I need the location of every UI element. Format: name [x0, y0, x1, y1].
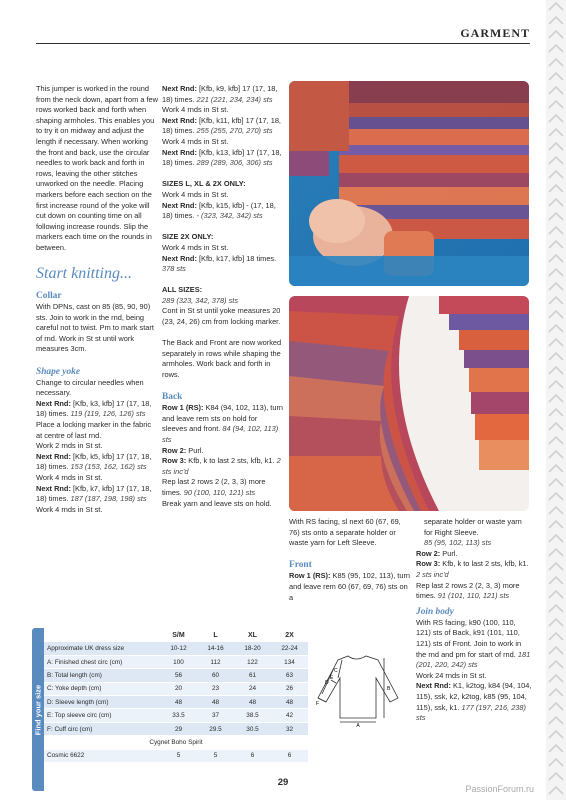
instruction: Work 2 rnds in St st. — [36, 441, 103, 451]
sweater-diagram — [316, 648, 408, 728]
instruction: Next Rnd: [Kfb, k9, kfb] 17 (17, 18, 18) times. 221 (221, 234, 234) sts — [162, 84, 278, 104]
stitch-count: 289 (323, 342, 378) sts — [162, 295, 239, 305]
watermark: PassionForum.ru — [465, 784, 534, 794]
instruction: Next Rnd: [Kfb, k3, kfb] 17 (17, 18, 18) times. 119 (119, 126, 126) sts — [36, 398, 152, 419]
column-3 — [289, 517, 411, 603]
stitch-count: 85 (95, 102, 113) sts — [424, 538, 492, 548]
diagram-label-d: D — [325, 680, 329, 686]
find-your-size-tab: Find your size — [32, 628, 44, 791]
intro-text: This jumper is worked in the round from the neck down, apart from a few rows worked back and forth when shaping armholes. This enables you to try it on midway and adjust the length if necessary. When working the front and back, use the circular needles to work back and forth in rows, leaving the other stitches unworked on the needle. Placing markers before each section on the first increase round of the yoke will cut down on counting time on all following increase rounds. Slip the markers each time on the rounds in between. — [36, 84, 158, 252]
instruction: Next Rnd: [Kfb, k17, kfb] 18 times. 378 sts — [162, 253, 277, 274]
instruction: Row 2: Purl. — [416, 548, 458, 558]
instruction: Row 1 (RS): K85 (95, 102, 113), turn and leave rem 60 (67, 69, 76) sts on a — [289, 571, 411, 602]
size-table — [44, 628, 308, 763]
header-cell: XL — [234, 628, 271, 642]
photo-yoke — [289, 296, 529, 511]
instruction: Rep last 2 rows 2 (2, 3, 3) more times. 90 (100, 110, 121) sts — [162, 477, 266, 497]
photo-sleeve-cuff — [289, 81, 529, 286]
instruction: Work 4 rnds in St st. — [162, 189, 229, 199]
diagram-label-f: F — [316, 701, 320, 707]
instruction: Rep last 2 rows 2 (2, 3, 3) more times. 91 (101, 110, 121) sts — [416, 580, 520, 601]
instruction: Work 4 rnds in St st. — [36, 504, 103, 514]
table-row: Approximate UK dress size 10-12 14-16 18-20 22-24 — [44, 642, 308, 655]
start-knitting-heading: Start knitting... — [36, 265, 132, 283]
instruction: With RS facing, k90 (100, 110, 121) sts of Back, k91 (101, 110, 121) sts of Front. Join to work in the rnd and pm for start of rnd. 181 (201, 220, 242) sts — [416, 617, 531, 670]
sizes-heading: ALL SIZES: — [162, 285, 203, 295]
instruction: Row 2: Purl. — [162, 445, 204, 455]
table-row: E: Top sleeve circ (cm) 33.5 37 38.5 42 — [44, 709, 308, 722]
diagram-label-a: A — [356, 723, 360, 728]
instruction: Work 4 rnds in St st. — [162, 242, 229, 252]
join-body-heading: Join body — [416, 606, 454, 617]
column-2 — [162, 84, 284, 509]
front-heading: Front — [289, 560, 312, 571]
cable-border-decoration — [546, 0, 566, 800]
header-cell: L — [197, 628, 234, 642]
shape-yoke-heading: Shape yoke — [36, 366, 81, 377]
column-1 — [36, 84, 158, 515]
yoke-intro: Change to circular needles when necessary. — [36, 377, 144, 398]
instruction: Next Rnd: [Kfb, k11, kfb] 17 (17, 18, 18) times. 255 (255, 270, 270) sts — [162, 115, 281, 136]
header-rule — [36, 43, 530, 44]
instruction: Work 4 rnds in St st. — [36, 473, 103, 482]
instruction: Place a locking marker in the fabric at centre of last rnd. — [36, 420, 152, 440]
instruction: Work 4 rnds in St st. — [162, 105, 229, 115]
table-row: B: Total length (cm) 56 60 61 63 — [44, 669, 308, 682]
photo-sleeve-cuff-image — [289, 81, 529, 286]
instruction: With RS facing, sl next 60 (67, 69, 76) sts onto a separate holder or waste yarn for Left Sleeve. — [289, 517, 401, 548]
table-row: D: Sleeve length (cm) 48 48 48 48 — [44, 696, 308, 709]
header-cell: S/M — [160, 628, 197, 642]
collar-heading: Collar — [36, 291, 62, 302]
instruction: Row 3: Kfb, k to last 2 sts, kfb, k1. 2 sts inc'd — [162, 456, 281, 476]
size-table-header — [44, 628, 308, 642]
instruction: Row 1 (RS): K84 (94, 102, 113), turn and leave rem sts on hold for sleeves and front. 84 (94, 102, 113) sts — [162, 403, 284, 444]
instruction: Cont in St st until yoke measures 20 (23, 24, 26) cm from locking marker. — [162, 306, 281, 327]
table-row: C: Yoke depth (cm) 20 23 24 26 — [44, 682, 308, 695]
sizes-heading: SIZES L, XL & 2X ONLY: — [162, 179, 246, 189]
table-row: Cosmic 6622 5 5 6 6 — [44, 749, 308, 762]
table-row: F: Cuff circ (cm) 29 29.5 30.5 32 — [44, 722, 308, 735]
instruction: Work 24 rnds in St st. — [416, 670, 487, 680]
instruction: Next Rnd: [Kfb, k15, kfb] - (17, 18, 18) times. - (323, 342, 342) sts — [162, 200, 276, 221]
diagram-label-e: E — [330, 675, 334, 681]
header-cell — [44, 628, 160, 642]
instruction: separate holder or waste yarn for Right Sleeve. — [424, 517, 522, 537]
instruction: Row 3: Kfb, k to last 2 sts, kfb, k1. 2 sts inc'd — [416, 559, 529, 579]
page-number: 29 — [277, 777, 289, 788]
column-4 — [416, 517, 532, 724]
header-cell: 2X — [271, 628, 308, 642]
diagram-label-c: C — [334, 668, 338, 674]
back-heading: Back — [162, 392, 183, 403]
collar-text: With DPNs, cast on 85 (85, 90, 90) sts. Join to work in the rnd, being careful not to twist. Pm to mark start of rnd. Work in St st until work measures 3cm. — [36, 302, 154, 354]
instruction: The Back and Front are now worked separately in rows while shaping the armholes. Work back and forth in rows. — [162, 338, 282, 380]
yarn-name-row — [44, 736, 308, 749]
instruction: Next Rnd: [Kfb, k5, kfb] 17 (17, 18, 18) times. 153 (153, 162, 162) sts — [36, 451, 152, 472]
instruction: Break yarn and leave sts on hold. — [162, 498, 272, 508]
table-row: A: Finished chest circ (cm) 100 112 122 134 — [44, 655, 308, 668]
instruction: Next Rnd: K1, k2tog, k84 (94, 104, 115), ssk, k2, k2tog, k85 (95, 104, 115), ssk, k1. 177 (197, 216, 238) sts — [416, 681, 532, 723]
instruction: Next Rnd: [Kfb, k13, kfb] 17 (17, 18, 18) times. 289 (289, 306, 306) sts — [162, 147, 282, 168]
instruction: Next Rnd: [Kfb, k7, kfb] 17 (17, 18, 18) times. 187 (187, 198, 198) sts — [36, 483, 152, 504]
section-title: GARMENT — [460, 26, 530, 40]
instruction: Work 4 rnds in St st. — [162, 136, 229, 146]
diagram-label-b: B — [387, 686, 391, 692]
yarn-name: Cygnet Boho Spirit — [44, 736, 308, 749]
sizes-heading: SIZE 2X ONLY: — [162, 232, 214, 242]
photo-yoke-image — [289, 296, 529, 511]
